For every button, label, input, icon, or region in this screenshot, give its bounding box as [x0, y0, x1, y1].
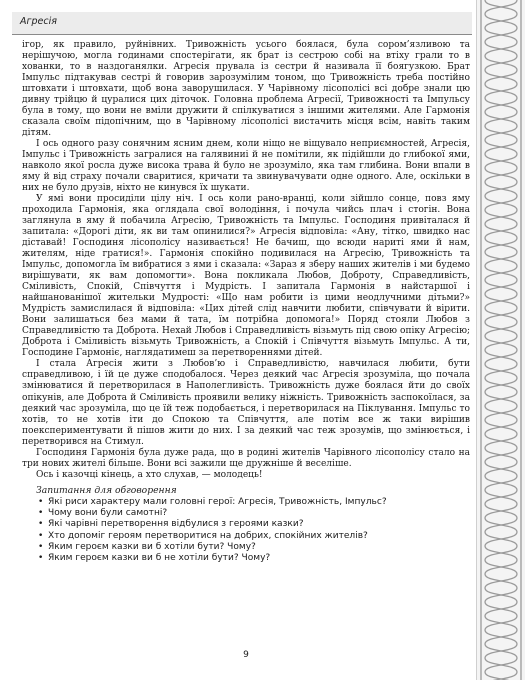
- bullet-icon: •: [38, 541, 44, 552]
- paragraph: Господиня Гармонія була дуже рада, що в родині жителів Чарівного лісополісу стало на три нових жителі більше. Вони всі зажили ще дружніше й веселіше.: [22, 447, 470, 469]
- running-header: [12, 12, 472, 35]
- page-number: 9: [243, 650, 249, 660]
- question-item: • Яким героєм казки ви б не хотіли бути? Чому?: [38, 553, 271, 564]
- bullet-icon: •: [38, 496, 44, 507]
- questions-heading: Запитання для обговорення: [36, 484, 177, 496]
- story-text: [22, 40, 470, 564]
- bullet-icon: •: [38, 553, 44, 564]
- paragraph: І стала Агресія жити з Любов’ю і Справедливістю, навчилася любити, бути справедливою, і їй це дуже сподобалося. Через деякий час Агресія зрозуміла, що почала змінюватися й перетворилася в Наполегливість. Тривожність дуже боялася йти до своїх опікунів, але Доброта й Сміливість проявили велику ніжність. Тривожність заспокоїлася, за деякий час зрозуміла, що це їй теж подобається, і перетворилася на Піклування. Імпульс то хотів, то не хотів іти до Спокою та Співчуття, але потім все ж таки вирішив поекспериментувати й пішов жити до них. І за деякий час теж зрозумів, що змінюється, і перетворився на Стимул.: [22, 359, 470, 447]
- paragraph: І ось одного разу сонячним ясним днем, коли ніщо не віщувало неприємностей, Агресія, Імпульс і Тривожність загралися на галявиниі й не помітили, як підійшли до глибокої ями, навколо якої росла дуже висока трава й було не зрозуміло, яка там глибина. Вони впали в яму й від страху почали сваритися, кричати та звинувачувати одне одного. Але, оскільки в них не було друзів, ніхто не кинувся їх шукати.: [22, 139, 470, 194]
- bullet-icon: •: [38, 507, 44, 518]
- decorative-border: [476, 0, 525, 680]
- paragraph: Ось і казочці кінець, а хто слухав, — молодець!: [36, 469, 263, 480]
- question-item: • Яким героєм казки ви б хотіли бути? Чому?: [38, 541, 256, 552]
- paragraph: У ямі вони просиділи цілу ніч. І ось коли рано-вранці, коли зійшло сонце, повз яму проходила Гармонія, яка оглядала свої володіння, і почула чийсь плач і стогін. Вона заглянула в яму й побачила Агресію, Тривожність та Імпульс. Господиня привіталася й запитала: «Дорогі діти, як ви там опинилися?» Агресія відповіла: «Ану, тітко, швидко нас діставай! Господиня лісополісу називається! Не бачиш, що всюди нариті ями й нам, жителям, ніде гратися!». Гармонія спокійно подивилася на Агресію, Тривожність та Імпульс, допомогла їм вибратися з ями і сказала: «Зараз я зберу наших жителів і ми будемо вирішувати, як вам допомогти». Вона покликала Любов, Доброту, Справедливість, Сміливість, Спокій, Співчуття і Мудрість. І запитала Гармонія в найстаршої і найшанованішої жительки Мудрості: «Що нам робити із цими неодлучними дітьми?» Мудрість замислилася й відповіла: «Цих дітей слід навчити любити, співчувати й вірити. Вони залишаться без мами й тата, їм потрібна допомога!» Поряд стояли Любов з Справедливістю та Доброта. Нехай Любов і Справедливість візьмуть під свою опіку Агресію; Доброта і Сміливість візьмуть Тривожність, а Спокій і Співчуття візьмуть Імпульс. А ти, Господине Гармоніє, наглядатимеш за перетвореннями дітей.: [22, 194, 470, 359]
- question-item: • Хто допоміг героям перетворитися на добрих, спокійних жителів?: [38, 530, 368, 541]
- ornament-pattern: [477, 0, 525, 680]
- bullet-icon: •: [38, 530, 44, 541]
- question-item: • Які риси характеру мали головні герої: Агресія, Тривожність, Імпульс?: [38, 496, 387, 507]
- question-item: • Які чарівні перетворення відбулися з героями казки?: [38, 519, 304, 530]
- questions-list: [22, 497, 470, 565]
- paragraph: ігор, як правило, руйнівних. Тривожність усього боялася, була сором’язливою та нерішучою, могла годинами спостерігати, як брат із сестрою собі на втіху грали то в хованки, то в наздоганялки. Агресія прувала із сестри й називала її боягузкою. Брат Імпульс підтакував сестрі й говорив зарозумілим тоном, що Тривожність треба постійно штовхати і штовхати, щоб вона заворушилася. У Чарівному лісополісі всі добре знали цю дивну трійцю й цуралися цих діточок. Головна проблема Агресії, Тривожності та Імпульсу була в тому, що вони не вміли дружити й спілкуватися з іншими жителями. Але Гармонія сказала своїм підопічним, що в Чарівному лісополісі вистачить місця всім, навіть таким дітям.: [22, 40, 470, 139]
- running-header-title: Агресія: [20, 16, 57, 27]
- bullet-icon: •: [38, 519, 44, 530]
- question-item: • Чому вони були самотні?: [38, 507, 168, 518]
